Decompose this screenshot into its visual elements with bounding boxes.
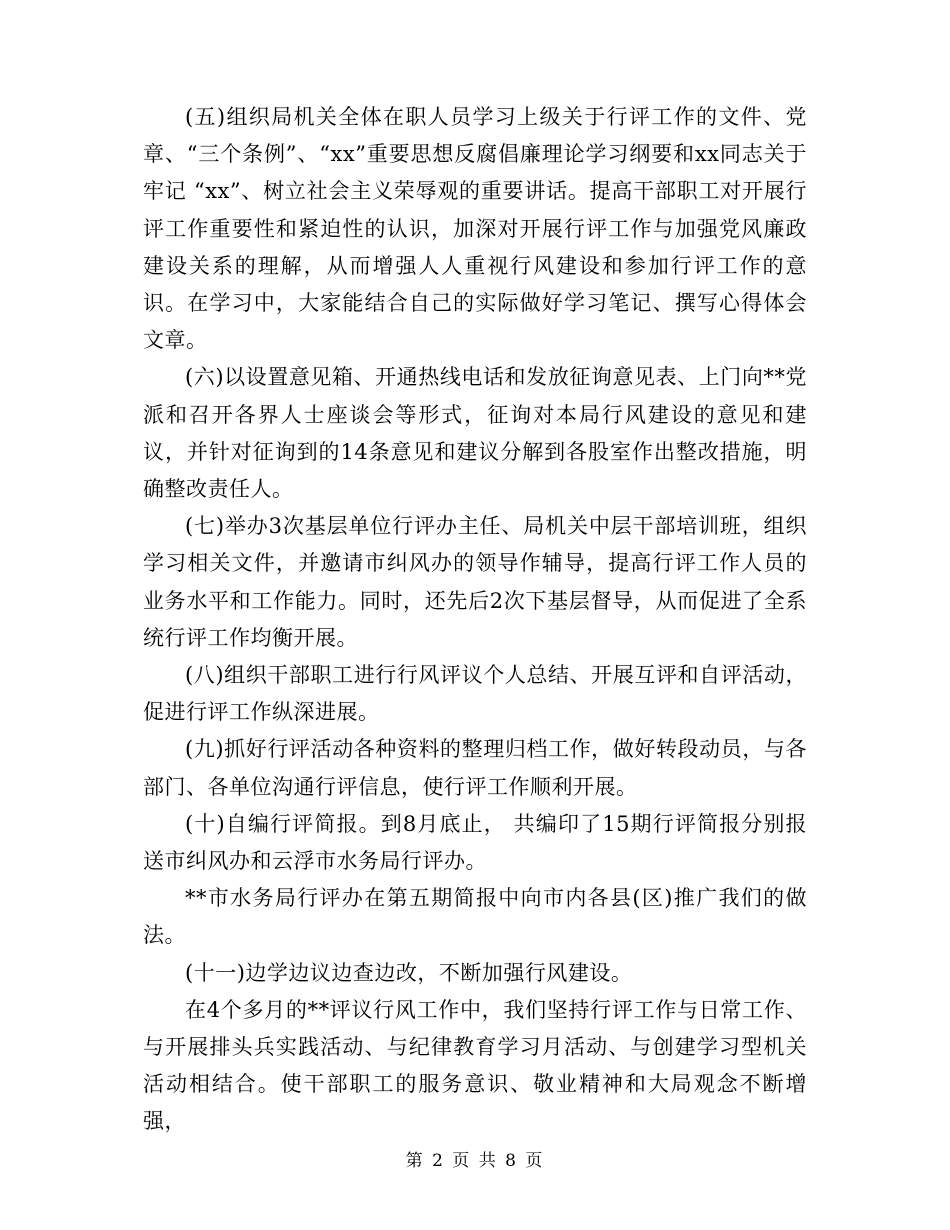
paragraph-summary: 在4个多月的**评议行风工作中，我们坚持行评工作与日常工作、与开展排头兵实践活动、与纪律教育学习月活动、与创建学习型机关活动相结合。使干部职工的服务意识、敬业精神和大局观念不断增强， [143, 997, 807, 1134]
paragraph-10-bulletin: (十)自编行评简报。到8月底止， 共编印了15期行评简报分别报送市纠风办和云浮市水务局行评办。 [143, 811, 807, 874]
paragraph-5-study-documents: (五)组织局机关全体在职人员学习上级关于行评工作的文件、党章、“三个条例”、“xx”重要思想反腐倡廉理论学习纲要和xx同志关于牢记 “xx”、树立社会主义荣辱观的重要讲话。提高干部职工对开展行评工作重要性和紧迫性的认识，加深对开展行评工作与加强党风廉政建设关系的理解，从而增强人人重视行风建设和参加行评工作的意识。在学习中，大家能结合自己的实际做好学习笔记、撰写心得体会文章。 [143, 105, 807, 353]
paragraph-9-archiving: (九)抓好行评活动各种资料的整理归档工作，做好转段动员，与各部门、各单位沟通行评信息，使行评工作顺利开展。 [143, 737, 807, 799]
document-body [143, 99, 807, 1141]
paragraph-7-training-classes: (七)举办3次基层单位行评办主任、局机关中层干部培训班，组织学习相关文件，并邀请市纠风办的领导作辅导，提高行评工作人员的业务水平和工作能力。同时，还先后2次下基层督导，从而促进了全系统行评工作均衡开展。 [143, 514, 807, 650]
paragraph-8-self-review: (八)组织干部职工进行行风评议个人总结、开展互评和自评活动，促进行评工作纵深进展。 [143, 663, 807, 725]
paragraph-6-solicit-opinions: (六)以设置意见箱、开通热线电话和发放征询意见表、上门向**党派和召开各界人士座谈会等形式，征询对本局行风建设的意见和建议，并针对征询到的14条意见和建议分解到各股室作出整改措施，明确整改责任人。 [143, 365, 807, 502]
paragraph-promotion: **市水务局行评办在第五期简报中向市内各县(区)推广我们的做法。 [143, 886, 807, 948]
page-number-footer: 第 2 页 共 8 页 [405, 1151, 545, 1171]
paragraph-11-heading: (十一)边学边议边查边改，不断加强行风建设。 [185, 960, 633, 985]
